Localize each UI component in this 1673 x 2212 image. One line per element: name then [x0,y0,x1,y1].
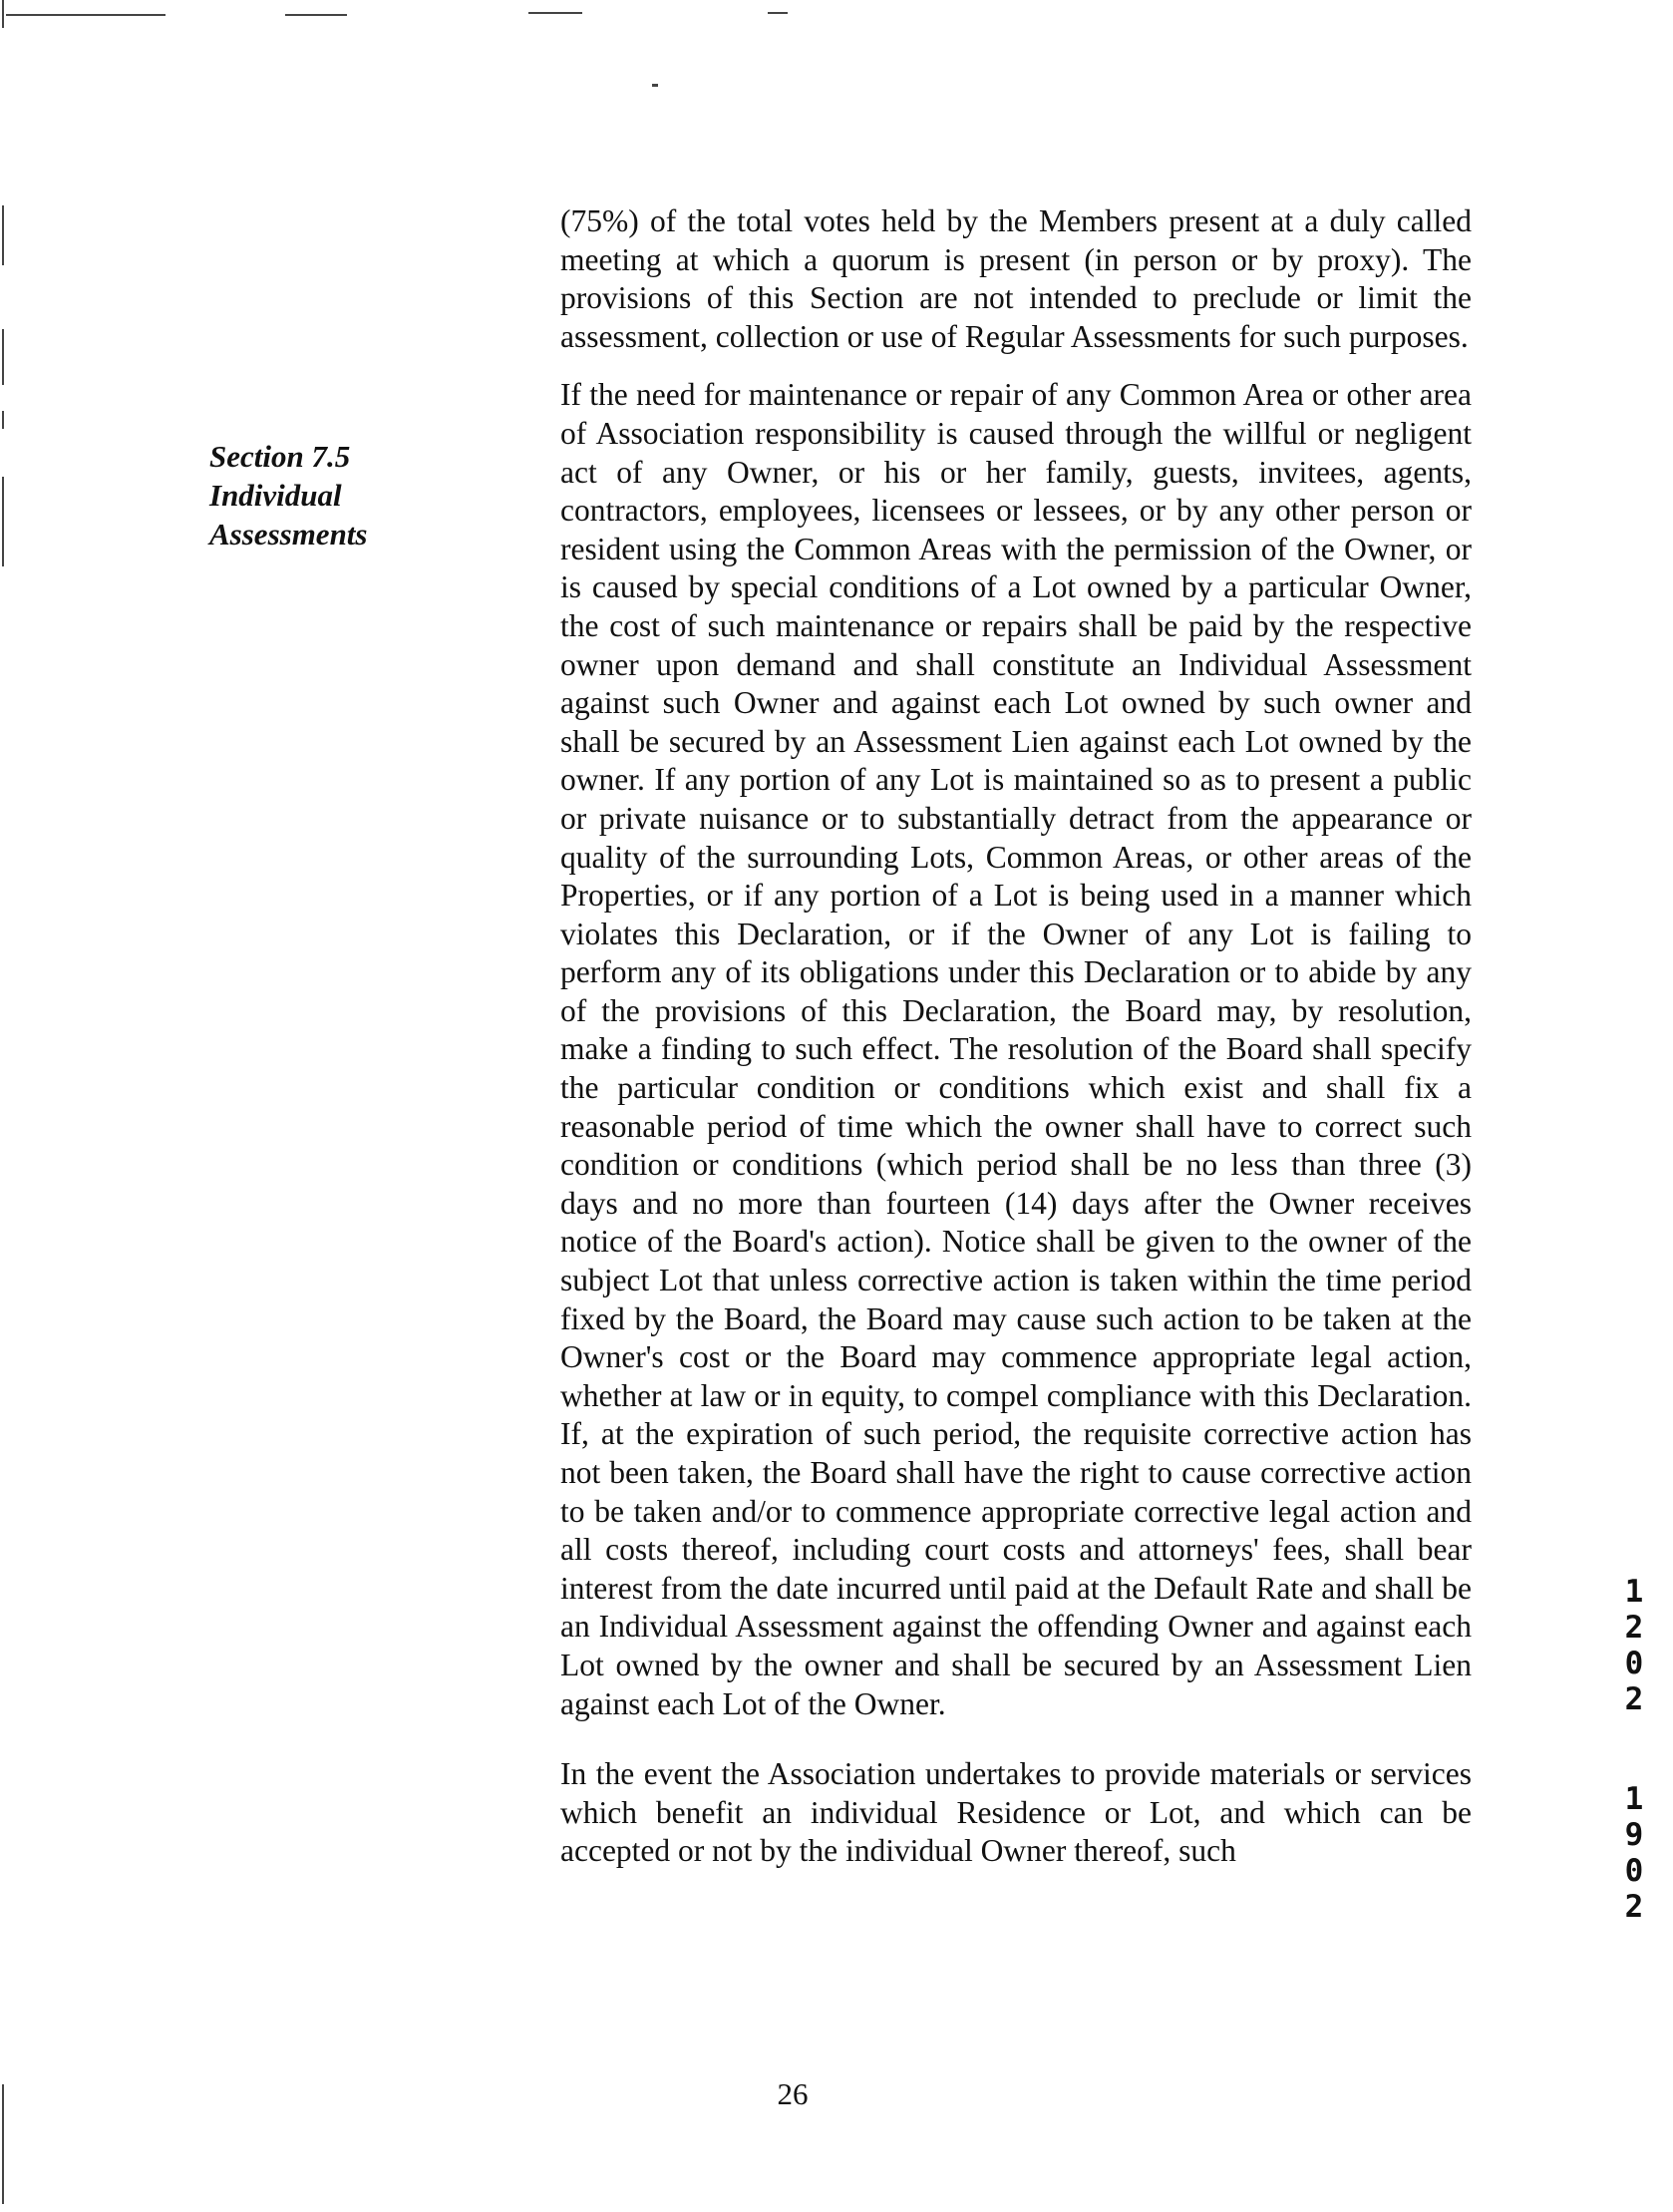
section-heading-title-line1: Individual [209,478,342,513]
scan-artifact-top-rule-4 [768,12,788,14]
section-heading [209,437,429,553]
scan-artifact-left-edge-3 [2,329,4,385]
paragraph-individual-assessments: If the need for maintenance or repair of any Common Area or other area of Association responsibility is caused through the willful or negligent act of any Owner, or his or her family, guests, invitees, agents, contractors, employees, licensees or lessees, or by any other person or resident using the Common Areas with the permission of the Owner, or is caused by special conditions of a Lot owned by a particular Owner, the cost of such maintenance or repairs shall be paid by the respective owner upon demand and shall constitute an Individual Assessment against such Owner and against each Lot owned by such owner and shall be secured by an Assessment Lien against each Lot owned by the owner. If any portion of any Lot is maintained so as to present a public or private nuisance or to substantially detract from the appearance or quality of the surrounding Lots, Common Areas, or other areas of the Properties, or if any portion of a Lot is being used in a manner which violates this Declaration, or if the Owner of any Lot is failing to perform any of its obligations under this Declaration or to abide by any of the provisions of this Declaration, the Board may, by resolution, make a finding to such effect. The resolution of the Board shall specify the particular condition or conditions which exist and shall fix a reasonable period of time which the owner shall have to correct such condition or conditions (which period shall be no less than three (3) days and no more than fourteen (14) days after the Owner receives notice of the Board's action). Notice shall be given to the owner of the subject Lot that unless corrective action is taken within the time period fixed by the Board, the Board may cause such action to be taken at the Owner's cost or the Board may commence appropriate legal action, whether at law or in equity, to compel compliance with this Declaration. If, at the expiration of such period, the requisite corrective action has not been taken, the Board shall have the right to cause corrective action to be taken and/or to commence appropriate corrective legal action and all costs thereof, including court costs and attorneys' fees, shall bear interest from the date incurred until paid at the Default Rate and shall be an Individual Assessment against the offending Owner and against each Lot owned by the owner and shall be secured by an Assessment Lien against each Lot of the Owner. [560,377,1472,1721]
stamp-digit: 9 [1624,1817,1644,1853]
scan-artifact-dot [652,84,658,87]
stamp-digit: 0 [1624,1646,1644,1681]
scan-artifact-top-rule-3 [528,12,582,14]
page-number: 26 [777,2076,809,2111]
paragraph-materials-services: In the event the Association undertakes to provide materials or services which benefit an individual Residence or Lot, and which can be accepted or not by the individual Owner thereof, such [560,1756,1472,1869]
recording-stamp-group-2 [1619,1781,1649,1925]
scan-artifact-top-rule-2 [285,14,347,16]
section-heading-number: Section 7.5 [209,439,351,474]
stamp-digit: 0 [1624,1853,1644,1889]
recording-stamp-group-1 [1619,1574,1649,1717]
stamp-digit: 1 [1624,1574,1644,1610]
stamp-digit: 2 [1624,1681,1644,1717]
scan-artifact-left-edge-2 [2,205,4,265]
stamp-digit: 1 [1624,1781,1644,1817]
scan-artifact-top-rule-1 [6,14,166,16]
scan-artifact-left-edge-4 [2,411,4,429]
section-heading-title-line2: Assessments [209,517,368,552]
body-text-column [560,202,1472,1871]
scan-artifact-left-edge-1 [2,0,4,28]
scan-artifact-left-edge-5 [2,477,4,566]
paragraph-continued: (75%) of the total votes held by the Members present at a duly called meeting at which a quorum is present (in person or by proxy). The provisions of this Section are not intended to preclude or limit the assessment, collection or use of Regular Assessments for such purposes. [560,203,1472,354]
stamp-digit: 2 [1624,1610,1644,1646]
stamp-digit: 2 [1624,1889,1644,1925]
